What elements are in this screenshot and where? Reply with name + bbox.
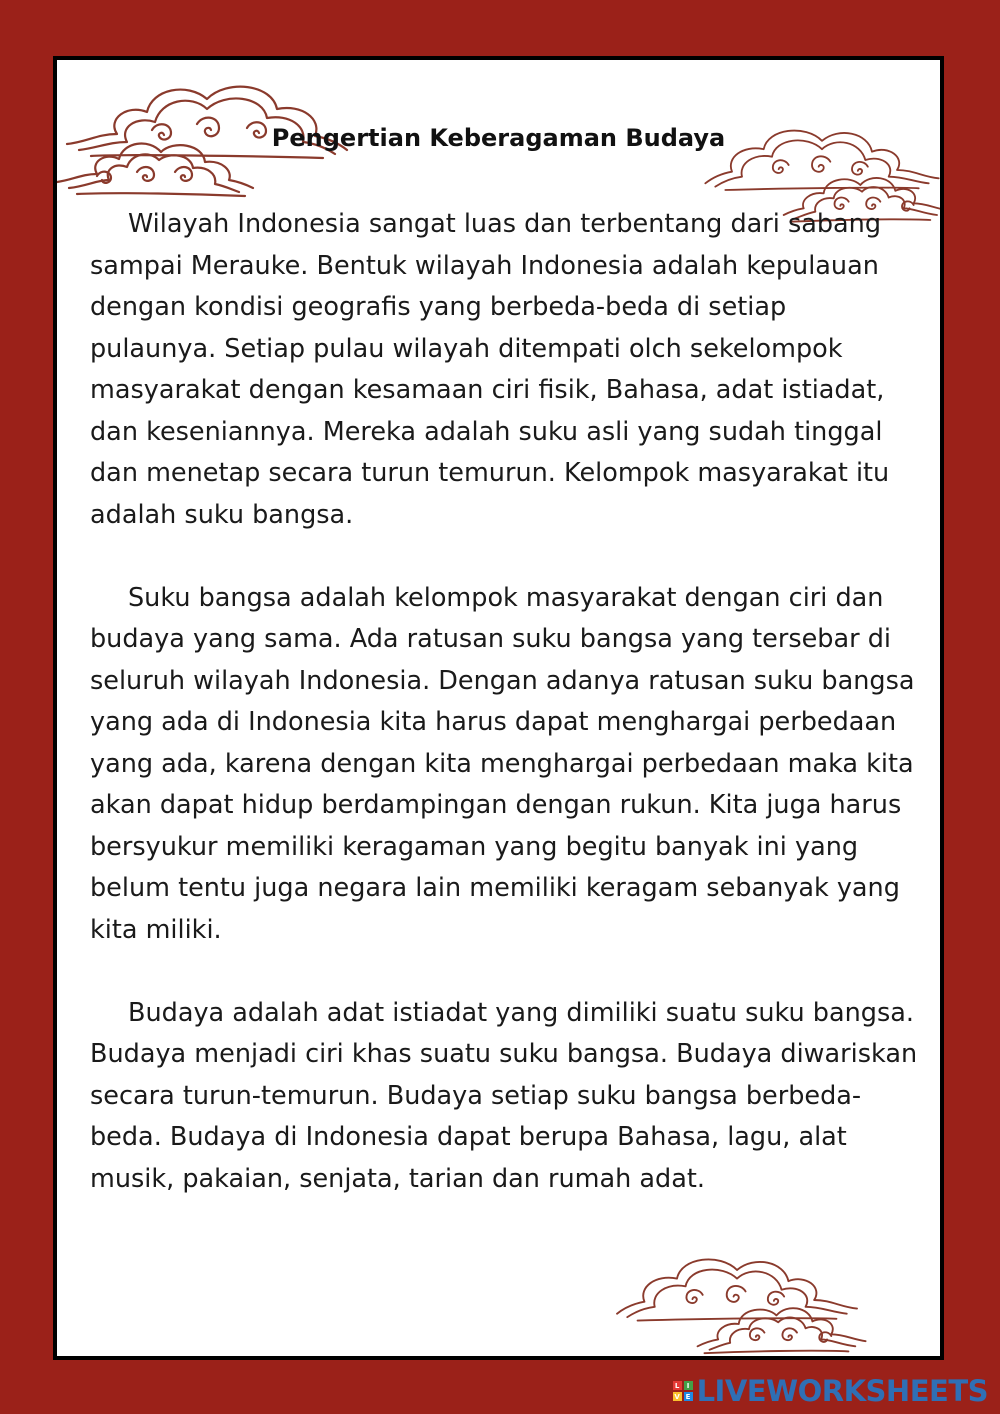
mega-mendung-cloud-icon [537, 1240, 937, 1360]
paragraph-wilayah: Wilayah Indonesia sangat luas dan terbentang dari sabang sampai Merauke. Bentuk wilayah Indonesia adalah kepulauan dengan kondisi geografis yang berbeda-beda di setiap pulaunya. Setiap pulau wilayah ditempati olch sekelompok masyarakat dengan kesamaan ciri fisik, Bahasa, adat istiadat, dan keseniannya. Mereka adalah suku asli yang sudah tinggal dan menetap secara turun temurun. Kelompok masyarakat itu adalah suku bangsa. [90, 209, 890, 530]
worksheet-page [53, 56, 944, 1360]
paragraph-suku-bangsa: Suku bangsa adalah kelompok masyarakat dengan ciri dan budaya yang sama. Ada ratusan suku bangsa yang tersebar di seluruh wilayah Indonesia. Dengan adanya ratusan suku bangsa yang ada di Indonesia kita harus dapat menghargai perbedaan yang ada, karena dengan kita menghargai perbedaan maka kita akan dapat hidup berdampingan dengan rukun. Kita juga harus bersyukur memiliki keragaman yang begitu banyak ini yang belum tentu juga negara lain memiliki keragam sebanyak yang kita miliki. [90, 582, 915, 945]
page-title: Pengertian Keberagaman Budaya [271, 124, 726, 152]
liveworksheets-watermark [673, 1374, 988, 1408]
document-body [90, 204, 920, 1200]
watermark-text: LIVEWORKSHEETS [696, 1374, 988, 1408]
liveworksheets-logo-icon: L I V E [673, 1381, 693, 1401]
paragraph-budaya: Budaya adalah adat istiadat yang dimiliki suatu suku bangsa. Budaya menjadi ciri khas suatu suku bangsa. Budaya diwariskan secara turun-temurun. Budaya setiap suku bangsa berbeda-beda. Budaya di Indonesia dapat berupa Bahasa, lagu, alat musik, pakaian, senjata, tarian dan rumah adat. [90, 997, 918, 1194]
